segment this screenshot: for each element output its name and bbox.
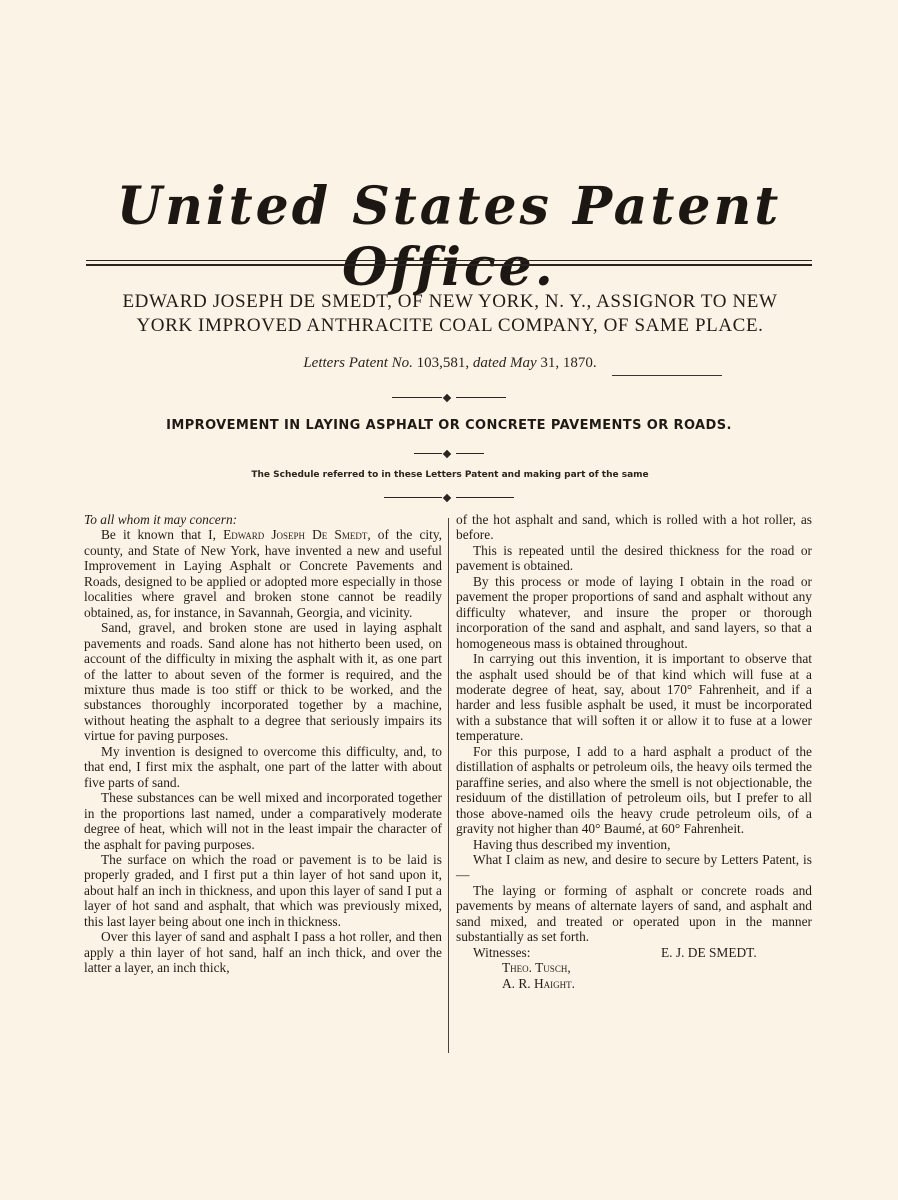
ornament-divider-2 — [0, 451, 898, 457]
witness-row-1 — [456, 960, 812, 975]
witness-2: A. R. Haight. — [502, 975, 576, 991]
witness-row-2 — [456, 976, 812, 991]
letters-patent-line — [180, 355, 720, 372]
witnesses-label: Witnesses: — [473, 944, 531, 960]
paragraph-1: Be it known that I, Edward Joseph De Smedt, of the city, county, and State of New York, have invented a new and useful Improvement in Laying Asphalt or Concrete Pavements and Roads, designed to be applied or adopted more especially in those localities where gravel and broken stone cannot be readily obtained, as, for instance, in Savannah, Georgia, and vicinity. — [84, 527, 443, 620]
dated-label: dated — [472, 355, 507, 371]
paragraph-4: These substances can be well mixed and incorporated together in the proportions last named, under a comparatively moderate degree of heat, which will not in the least impair the character of the asphalt for paving purposes. — [84, 790, 442, 852]
date-month: May — [510, 355, 537, 371]
paragraph-2: Sand, gravel, and broken stone are used in laying asphalt pavements and roads. Sand alone has not hitherto been used, on account of the difficulty in mixing the asphalt with it, as one part of the latter to about seven of the former is required, and the mixture thus made is too stiff or thick to be worked, and the substances thoroughly incorporated together by a machine, without heating the asphalt to a degree that seriously impairs its virtue for paving purposes. — [84, 620, 442, 744]
inventor-signature: E. J. DE SMEDT. — [661, 944, 757, 960]
paragraph-6: Over this layer of sand and asphalt I pass a hot roller, and then apply a thin layer of hot sand, half an inch thick, and over the latter a layer, an inch thick, — [84, 929, 442, 976]
date-rest: 31, 1870. — [540, 355, 597, 371]
paragraph-7: This is repeated until the desired thickness for the road or pavement is obtained. — [456, 542, 812, 574]
names-line-2: YORK IMPROVED ANTHRACITE COAL COMPANY, OF SAME PLACE. — [136, 315, 764, 336]
schedule-note: The Schedule referred to in these Letters Patent and making part of the same — [251, 470, 649, 480]
inventor-name: Edward Joseph De Smedt, — [223, 527, 371, 543]
letters-patent-underline — [612, 375, 722, 376]
paragraph-8: By this process or mode of laying I obtain in the road or pavement the proper proportions of sand and asphalt without any difficulty whatever, and insure the proper or thorough incorporation of the sand and asphalt, and sand layers, so that a homogeneous mass is obtained throughout. — [456, 573, 812, 651]
paragraph-3: My invention is designed to overcome this difficulty, and, to that end, I first mix the asphalt, one part of the latter with about five parts of sand. — [84, 743, 442, 790]
patent-title: IMPROVEMENT IN LAYING ASPHALT OR CONCRETE PAVEMENTS OR ROADS. — [166, 418, 732, 433]
masthead-rule-thin — [86, 260, 812, 261]
paragraph-5: The surface on which the road or pavement is to be laid is properly graded, and I first put a thin layer of hot sand upon it, about half an inch in thickness, and upon this layer of sand I put a layer of hot sand and asphalt, that which was previously mixed, this last layer being about one inch in thickness. — [84, 851, 442, 929]
names-line-1: EDWARD JOSEPH DE SMEDT, OF NEW YORK, N. Y., ASSIGNOR TO NEW — [122, 291, 778, 312]
body-column-right — [456, 512, 812, 991]
paragraph-6-continued: of the hot asphalt and sand, which is rolled with a hot roller, as before. — [456, 512, 812, 543]
letters-patent-label: Letters Patent No. — [303, 355, 413, 371]
body-column-left — [84, 512, 442, 976]
signature-row — [456, 945, 812, 960]
ornament-divider-1 — [0, 395, 898, 401]
column-divider — [448, 518, 449, 1053]
masthead-rule-thick — [86, 264, 812, 266]
inventor-assignee-heading — [70, 290, 830, 338]
paragraph-12: What I claim as new, and desire to secure by Letters Patent, is— — [456, 851, 812, 883]
paragraph-11: Having thus described my invention, — [473, 836, 671, 852]
claim: The laying or forming of asphalt or concrete roads and pavements by means of alternate layers of sand, and asphalt and sand mixed, and treated or operated upon in the manner substantially as set forth. — [456, 882, 812, 945]
paragraph-9: In carrying out this invention, it is important to observe that the asphalt used should be of that kind which will fuse at a moderate degree of heat, say, about 170° Fahrenheit, and if a harder and less fusible asphalt be used, it must be incorporated with a substance that will soften it or allow it to fuse at a lower temperature. — [456, 651, 812, 744]
patent-number: 103,581, — [416, 355, 470, 371]
paragraph-10: For this purpose, I add to a hard asphalt a product of the distillation of asphalts or petroleum oils, the heavy oils termed the paraffine series, and also where the smell is not objectionable, the residuum of the distillation of petroleum oils, but I prefer to all those above-named oils the heavy crude petroleum oils, of a gravity not higher than 40° Baumé, at 60° Fahrenheit. — [456, 743, 812, 837]
ornament-divider-3 — [0, 495, 898, 501]
salutation: To all whom it may concern: — [84, 512, 238, 527]
masthead-title: United States Patent Office. — [116, 176, 782, 298]
witness-1: Theo. Tusch, — [502, 960, 571, 976]
